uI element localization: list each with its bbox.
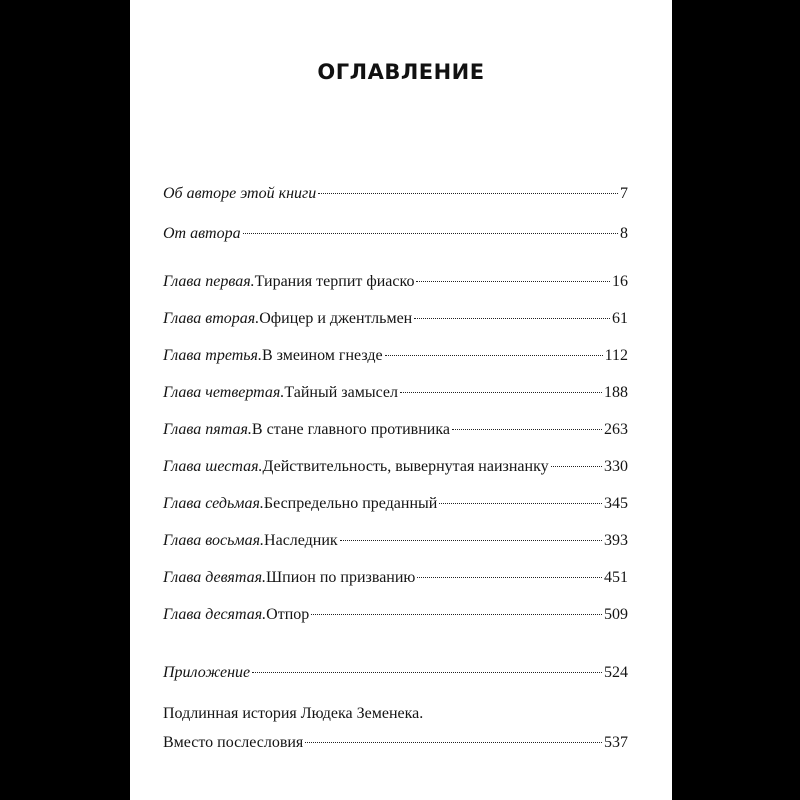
toc-entry-lead: Глава пятая. bbox=[163, 421, 252, 438]
dot-leader bbox=[439, 503, 602, 504]
toc-entry-title: Тирания терпит фиаско bbox=[254, 273, 415, 290]
toc-page-number: 524 bbox=[604, 664, 628, 681]
dot-leader bbox=[551, 466, 602, 467]
toc-entry-lead: Глава шестая. bbox=[163, 458, 263, 475]
toc-entry-chapter-1 bbox=[163, 272, 628, 292]
toc-entry-lead: Глава девятая. bbox=[163, 569, 267, 586]
toc-page-number: 7 bbox=[620, 185, 628, 202]
toc-entry-lead: От автора bbox=[163, 225, 241, 242]
toc-entry-lead: Приложение bbox=[163, 664, 251, 681]
toc-entry-title: Шпион по призванию bbox=[266, 569, 416, 586]
toc-entry-lead: Глава четвертая. bbox=[163, 384, 285, 401]
toc-entry-title: Действительность, вывернутая наизнанку bbox=[262, 458, 549, 475]
toc-entry-chapter-9 bbox=[163, 568, 628, 588]
toc-entry-appendix bbox=[163, 663, 628, 683]
toc-entry-chapter-4 bbox=[163, 383, 628, 403]
dot-leader bbox=[318, 193, 618, 194]
toc-page-number: 16 bbox=[612, 273, 628, 290]
toc-page-number: 61 bbox=[612, 310, 628, 327]
toc-page-number: 330 bbox=[604, 458, 628, 475]
toc-page-number: 263 bbox=[604, 421, 628, 438]
toc-page-number: 393 bbox=[604, 532, 628, 549]
toc-entry-title: Наследник bbox=[264, 532, 338, 549]
toc-page-number: 188 bbox=[604, 384, 628, 401]
dot-leader bbox=[400, 392, 602, 393]
toc-entry-chapter-6 bbox=[163, 457, 628, 477]
toc-page-number: 345 bbox=[604, 495, 628, 512]
dot-leader bbox=[385, 355, 603, 356]
dot-leader bbox=[416, 281, 610, 282]
toc-page-number: 8 bbox=[620, 225, 628, 242]
toc-page-number: 537 bbox=[604, 734, 628, 751]
toc-entry-chapter-10 bbox=[163, 605, 628, 625]
toc-page-number: 451 bbox=[604, 569, 628, 586]
toc-entry-lead: Об авторе этой книги bbox=[163, 185, 317, 202]
toc-entry-chapter-7 bbox=[163, 494, 628, 514]
toc-entry-chapter-5 bbox=[163, 420, 628, 440]
toc-entry-title: Беспредельно преданный bbox=[263, 495, 438, 512]
toc-entry-from-author bbox=[163, 224, 628, 244]
toc-entry-title: Офицер и джентльмен bbox=[259, 310, 413, 327]
dot-leader bbox=[243, 233, 618, 234]
toc-entry-lead: Глава десятая. bbox=[163, 606, 267, 623]
dot-leader bbox=[417, 577, 602, 578]
toc-afterword-first-line: Подлинная история Людека Земенека. bbox=[163, 705, 424, 722]
toc-page-number: 112 bbox=[604, 347, 628, 364]
toc-entry-lead: Глава первая. bbox=[163, 273, 255, 290]
toc-entry-chapter-2 bbox=[163, 309, 628, 329]
book-page bbox=[130, 0, 672, 800]
toc-entry-about-author bbox=[163, 184, 628, 204]
toc-entry-lead: Глава вторая. bbox=[163, 310, 260, 327]
toc-entry-afterword bbox=[163, 733, 628, 753]
dot-leader bbox=[414, 318, 610, 319]
toc-entry-lead: Глава восьмая. bbox=[163, 532, 265, 549]
left-black-margin bbox=[0, 0, 130, 800]
toc-entry-lead: Глава седьмая. bbox=[163, 495, 264, 512]
toc-entry-chapter-8 bbox=[163, 531, 628, 551]
right-black-margin bbox=[672, 0, 800, 800]
toc-entry-title: В змеином гнезде bbox=[261, 347, 383, 364]
toc-entry-title: Отпор bbox=[266, 606, 310, 623]
toc-entry-lead: Глава третья. bbox=[163, 347, 262, 364]
toc-entry-lead: Вместо послесловия bbox=[163, 734, 304, 751]
toc-entry-title: Тайный замысел bbox=[284, 384, 398, 401]
dot-leader bbox=[340, 540, 602, 541]
dot-leader bbox=[452, 429, 602, 430]
dot-leader bbox=[311, 614, 602, 615]
toc-entry-chapter-3 bbox=[163, 346, 628, 366]
dot-leader bbox=[305, 742, 602, 743]
dot-leader bbox=[252, 672, 602, 673]
toc-page-number: 509 bbox=[604, 606, 628, 623]
toc-entry-title: В стане главного противника bbox=[251, 421, 450, 438]
page-title: ОГЛАВЛЕНИЕ bbox=[317, 60, 485, 84]
